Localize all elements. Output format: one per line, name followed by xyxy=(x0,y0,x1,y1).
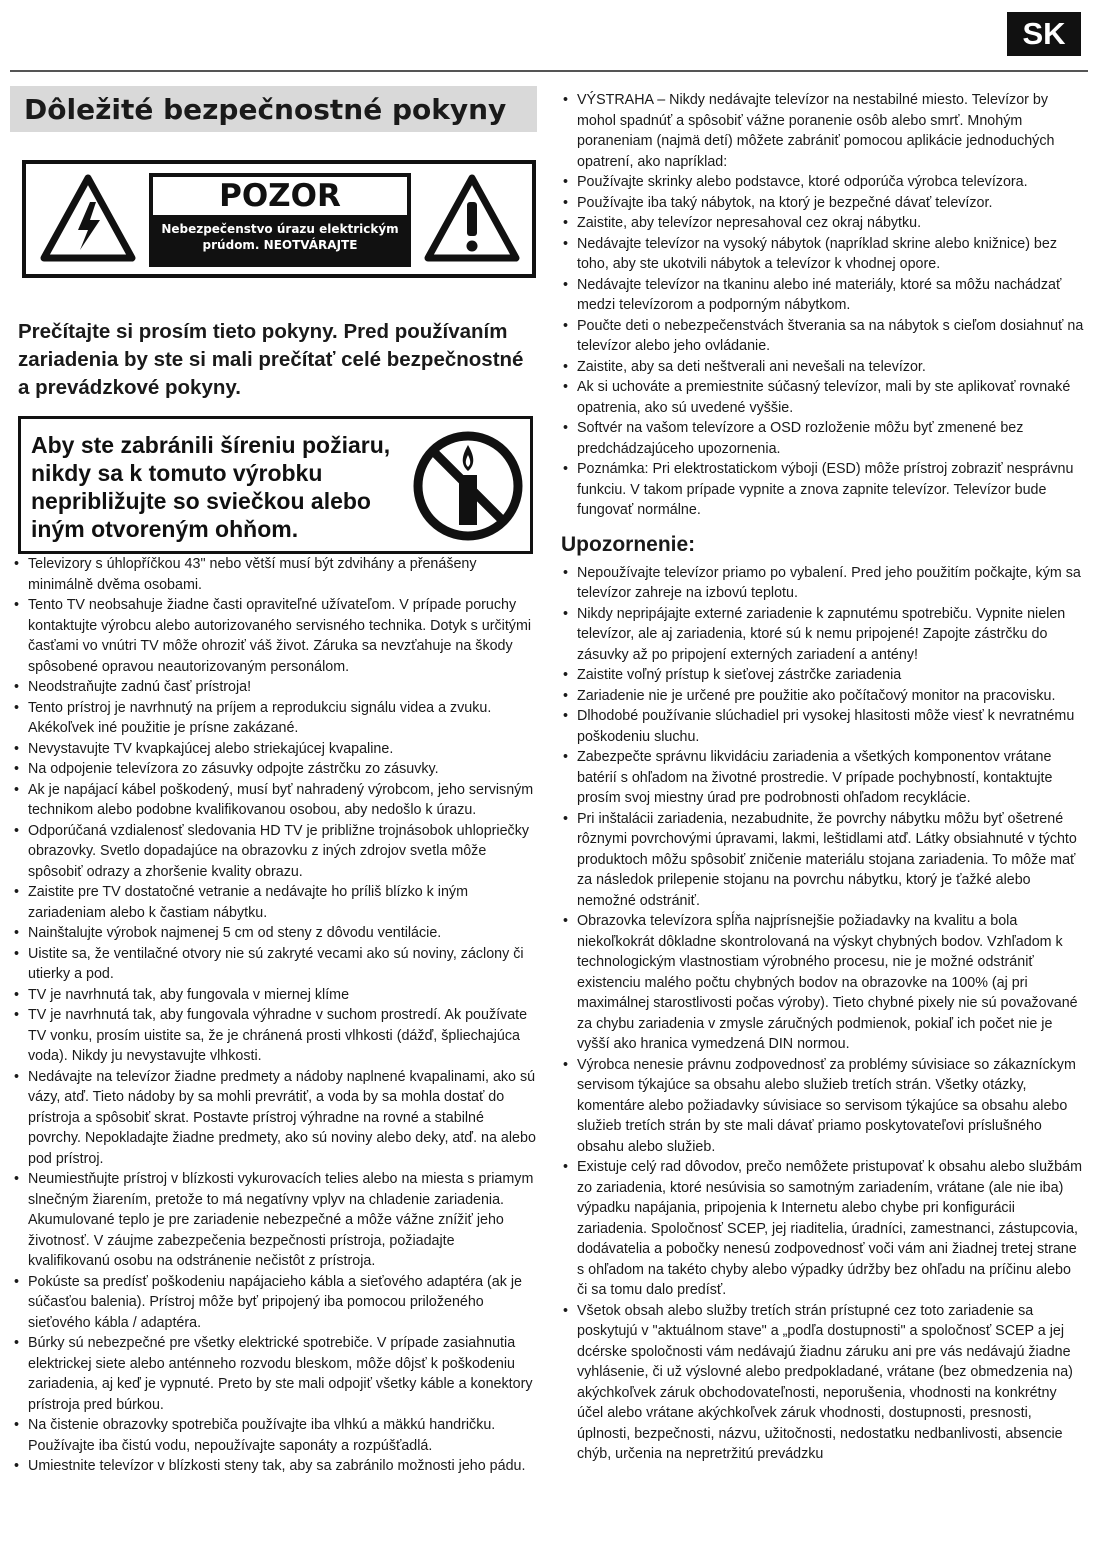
list-item: • Nedávajte televízor na tkaninu alebo iné materiály, ktoré sa môžu nachádzať medzi televízorom a podporným nábytkom. xyxy=(559,275,1084,316)
list-item: • Všetok obsah alebo služby tretích strán prístupné cez toto zariadenie sa poskytujú v "aktuálnom stave" a „podľa dostupnosti" a spoločnosť SCEP a jej dcérske spoločnosti vám nedávajú žiadnu záruku ani pre vás nedávajú žiadne vyhlásenie, či už výslovné alebo predpokladané, vrátane (bez obmedzenia na) akýchkoľvek záruk obchodovateľnosti, neporušenia, vhodnosti na konkrétny účel alebo vrátane akýchkoľvek záruk vhodnosti, dostupnosti, presnosti, úplnosti, bezpečnosti, názvu, užitočnosti, nedostatku nedbanlivosti, absencie chýb, určenia na nepretržitú prevádzku xyxy=(559,1301,1084,1465)
list-item: • Neodstraňujte zadnú časť prístroja! xyxy=(10,677,540,698)
list-item: • Poznámka: Pri elektrostatickom výboji (ESD) môže prístroj zobraziť nesprávnu funkciu. V takom prípade vypnite a znova zapnite televízor. Televízor bude fungovať normálne. xyxy=(559,459,1084,521)
list-item: • Používajte skrinky alebo podstavce, ktoré odporúča výrobca televízora. xyxy=(559,172,1084,193)
list-item: • Používajte iba taký nábytok, na ktorý je bezpečné dávať televízor. xyxy=(559,193,1084,214)
pozor-line-1: Nebezpečenstvo úrazu elektrickým xyxy=(161,222,399,236)
list-item: • Pri inštalácii zariadenia, nezabudnite, že povrchy nábytku môžu byť ošetrené rôznymi povrchovými úpravami, lakmi, leštidlami atď. Látky obsiahnuté v týchto produktoch môžu spôsobiť zničenie materiálu stojana zariadenia. To môže mať za následok prilepenie stojanu na povrchu nábytku, ktorý je ťažké alebo nemožné odstrániť. xyxy=(559,809,1084,912)
page-title: Dôležité bezpečnostné pokyny xyxy=(10,86,537,132)
list-item: • TV je navrhnutá tak, aby fungovala výhradne v suchom prostredí. Ak používate TV vonku, prosím uistite sa, že je chránená prosti vlhkosti (dážď, špliechajúca voda). Nikdy ju nevystavujte vlhkosti. xyxy=(10,1005,540,1067)
list-item: • Nikdy nepripájajte externé zariadenie k zapnutému spotrebiču. Vypnite nielen televízor, ale aj zariadenia, ktoré sú k nemu pripojené! Zapojte zástrčku do zásuvky až po pripojení externých zariadení a antény! xyxy=(559,604,1084,666)
list-item: • Poučte deti o nebezpečenstvách štverania sa na nábytok s cieľom dosiahnuť na televízor alebo jeho ovládanie. xyxy=(559,316,1084,357)
list-item: • Zaistite pre TV dostatočné vetranie a nedávajte ho príliš blízko k iným zariadeniam alebo k častiam nábytku. xyxy=(10,882,540,923)
list-item: • Nepoužívajte televízor priamo po vybalení. Pred jeho použitím počkajte, kým sa televízor zahreje na izbovú teplotu. xyxy=(559,563,1084,604)
list-item: • Odporúčaná vzdialenosť sledovania HD TV je približne trojnásobok uhlopriečky obrazovky. Svetlo dopadajúce na obrazovku z iných zdrojov svetla môže spôsobiť odrazy a zhoršenie kvality obrazu. xyxy=(10,821,540,883)
list-item: • Televizory s úhlopříčkou 43" nebo větší musí být zdvihány a přenášeny minimálně dvěma osobami. xyxy=(10,554,540,595)
exclamation-warning-icon xyxy=(424,174,520,262)
no-open-flame-icon xyxy=(411,429,525,543)
list-item: • VÝSTRAHA – Nikdy nedávajte televízor na nestabilné miesto. Televízor by mohol spadnúť a spôsobiť vážne poranenie osôb alebo smrť. Mnohým poraneniam (najmä detí) môžete zabrániť pomocou aplikácie jednoduchých opatrení, ako napríklad: xyxy=(559,90,1084,172)
list-item: • Ak je napájací kábel poškodený, musí byť nahradený výrobcom, jeho servisným technikom alebo podobne kvalifikovanou osobou, aby nedošlo k úrazu. xyxy=(10,780,540,821)
fire-warning-text: Aby ste zabránili šíreniu požiaru, nikdy sa k tomuto výrobku nepribližujte so sviečkou alebo iným otvoreným ohňom. xyxy=(31,432,391,542)
pozor-subtext xyxy=(149,221,411,253)
list-item: • Zabezpečte správnu likvidáciu zariadenia a všetkých komponentov vrátane batérií s ohľadom na životné prostredie. V prípade pochybností, kontaktujte prosím svoj miestny úrad pre podrobnosti ohľadom recyklácie. xyxy=(559,747,1084,809)
list-item: • Výrobca nenesie právnu zodpovednosť za problémy súvisiace so zákazníckym servisom týkajúce sa obsahu alebo služieb tretích strán. Všetky otázky, komentáre alebo požiadavky súvisiace so servisom týkajúce sa obsahu alebo služieb tretích strán by ste mali dávať priamo poskytovateľovi príslušného obsahu alebo služieb. xyxy=(559,1055,1084,1158)
upozornenie-heading: Upozornenie: xyxy=(561,532,696,556)
safety-list-left xyxy=(10,554,540,1477)
list-item: • Nainštalujte výrobok najmenej 5 cm od steny z dôvodu ventilácie. xyxy=(10,923,540,944)
list-item: • Na odpojenie televízora zo zásuvky odpojte zástrčku zo zásuvky. xyxy=(10,759,540,780)
list-item: • Pokúste sa predísť poškodeniu napájacieho kábla a sieťového adaptéra (ak je súčasťou balenia). Prístroj môže byť pripojený iba pomocou priloženého sieťového kábla / adaptéra. xyxy=(10,1272,540,1334)
list-item: • Zaistite, aby televízor nepresahoval cez okraj nábytku. xyxy=(559,213,1084,234)
electric-warning-box xyxy=(22,160,536,278)
fire-warning-box xyxy=(18,416,533,554)
list-item: • Zariadenie nie je určené pre použitie ako počítačový monitor na pracovisku. xyxy=(559,686,1084,707)
list-item: • Tento prístroj je navrhnutý na príjem a reprodukciu signálu videa a zvuku. Akékoľvek iné použitie je prísne zakázané. xyxy=(10,698,540,739)
list-item: • Softvér na vašom televízore a OSD rozloženie môžu byť zmenené bez predchádzajúceho upozornenia. xyxy=(559,418,1084,459)
electric-hazard-icon xyxy=(40,174,136,262)
list-item: • Uistite sa, že ventilačné otvory nie sú zakryté vecami ako sú noviny, záclony či utierky a pod. xyxy=(10,944,540,985)
intro-text: Prečítajte si prosím tieto pokyny. Pred používaním zariadenia by ste si mali prečítať celé bezpečnostné a prevádzkové pokyny. xyxy=(18,320,524,399)
list-item: • Dlhodobé používanie slúchadiel pri vysokej hlasitosti môže viesť k nevratnému poškodeniu sluchu. xyxy=(559,706,1084,747)
list-item: • Tento TV neobsahuje žiadne časti opraviteľné užívateľom. V prípade poruchy kontaktujte výrobcu alebo autorizovaného servisného technika. Dotyk s určitými časťami vo vnútri TV môže ohroziť váš život. Záruka sa nevzťahuje na škody spôsobené opravou neautorizovaným personálom. xyxy=(10,595,540,677)
list-item: • Umiestnite televízor v blízkosti steny tak, aby sa zabránilo možnosti jeho pádu. xyxy=(10,1456,540,1477)
list-item: • TV je navrhnutá tak, aby fungovala v miernej klíme xyxy=(10,985,540,1006)
right-column xyxy=(559,90,1084,1465)
upozornenie-list xyxy=(559,563,1084,1465)
header-divider xyxy=(10,70,1088,72)
list-item: • Nevystavujte TV kvapkajúcej alebo striekajúcej kvapaline. xyxy=(10,739,540,760)
list-item: • Neumiestňujte prístroj v blízkosti vykurovacích telies alebo na miesta s priamym slnečným žiarením, pretože to má negatívny vplyv na chladenie zariadenia. Akumulované teplo je pre zariadenie nebezpečné a môže vážne znížiť jeho životnosť. V záujme zabezpečenia bezpečnosti prístroja, požiadajte kvalifikovanú osobu na odstránenie nečistôt z prístroja. xyxy=(10,1169,540,1272)
list-item: • Zaistite voľný prístup k sieťovej zástrčke zariadenia xyxy=(559,665,1084,686)
left-column xyxy=(10,86,540,1477)
pozor-label-block xyxy=(149,173,411,267)
pozor-heading: POZOR xyxy=(153,177,407,215)
list-item: • Búrky sú nebezpečné pre všetky elektrické spotrebiče. V prípade zasiahnutia elektrickej siete alebo anténneho rozvodu bleskom, môže dôjsť k poškodeniu zariadenia, aj keď je vypnuté. Preto by ste mali odpojiť všetky káble a konektory prístroja pred búrkou. xyxy=(10,1333,540,1415)
safety-list-right xyxy=(559,90,1084,521)
list-item: • Nedávajte na televízor žiadne predmety a nádoby naplnené kvapalinami, ako sú vázy, atď. Tieto nádoby by sa mohli prevrátiť, a voda by sa mohla dostať do prístroja a spôsobiť skrat. Postavte prístroj výhradne na rovné a stabilné povrchy. Nepokladajte žiadne predmety, ako sú noviny alebo deky, atď. na alebo pod prístroj. xyxy=(10,1067,540,1170)
list-item: • Ak si uchováte a premiestnite súčasný televízor, mali by ste aplikovať rovnaké opatrenia, ako sú uvedené vyššie. xyxy=(559,377,1084,418)
list-item: • Existuje celý rad dôvodov, prečo nemôžete pristupovať k obsahu alebo službám zo zariadenia, ktoré nesúvisia so samotným zariadením, vrátane (ale nie iba) výpadku napájania, pripojenia k Internetu alebo chybe pri konfigurácii zariadenia. Spoločnosť SCEP, jej riaditelia, úradníci, zamestnanci, zástupcovia, dodávatelia a pobočky nenesú zodpovednosť voči vám ani žiadnej tretej strane s ohľadom na takéto chyby alebo výpadky údržby bez ohľadu na príčinu alebo či sa tomu dalo predísť. xyxy=(559,1157,1084,1301)
list-item: • Zaistite, aby sa deti neštverali ani nevešali na televízor. xyxy=(559,357,1084,378)
list-item: • Obrazovka televízora spĺňa najprísnejšie požiadavky na kvalitu a bola niekoľkokrát dôkladne skontrolovaná na výskyt chybných bodov. Vzhľadom k technologickým vlastnostiam výrobného procesu, nie je možné odstrániť existenciu malého počtu chybných bodov na obrazovke na 100% (aj pri maximálnej starostlivosti počas výroby). Tieto chybné pixely nie sú považované za chybu zariadenia v zmysle záručných podmienok, pokiaľ ich počet nie je vyšší ako hranica vymedzená DIN normou. xyxy=(559,911,1084,1055)
language-badge: SK xyxy=(1007,12,1081,56)
list-item: • Nedávajte televízor na vysoký nábytok (napríklad skrine alebo knižnice) bez toho, aby ste ukotvili nábytok a televízor k vhodnej opore. xyxy=(559,234,1084,275)
list-item: • Na čistenie obrazovky spotrebiča používajte iba vlhkú a mäkkú handričku. Používajte iba čistú vodu, nepoužívajte saponáty a rozpúšťadlá. xyxy=(10,1415,540,1456)
pozor-line-2: prúdom. NEOTVÁRAJTE xyxy=(202,238,358,252)
